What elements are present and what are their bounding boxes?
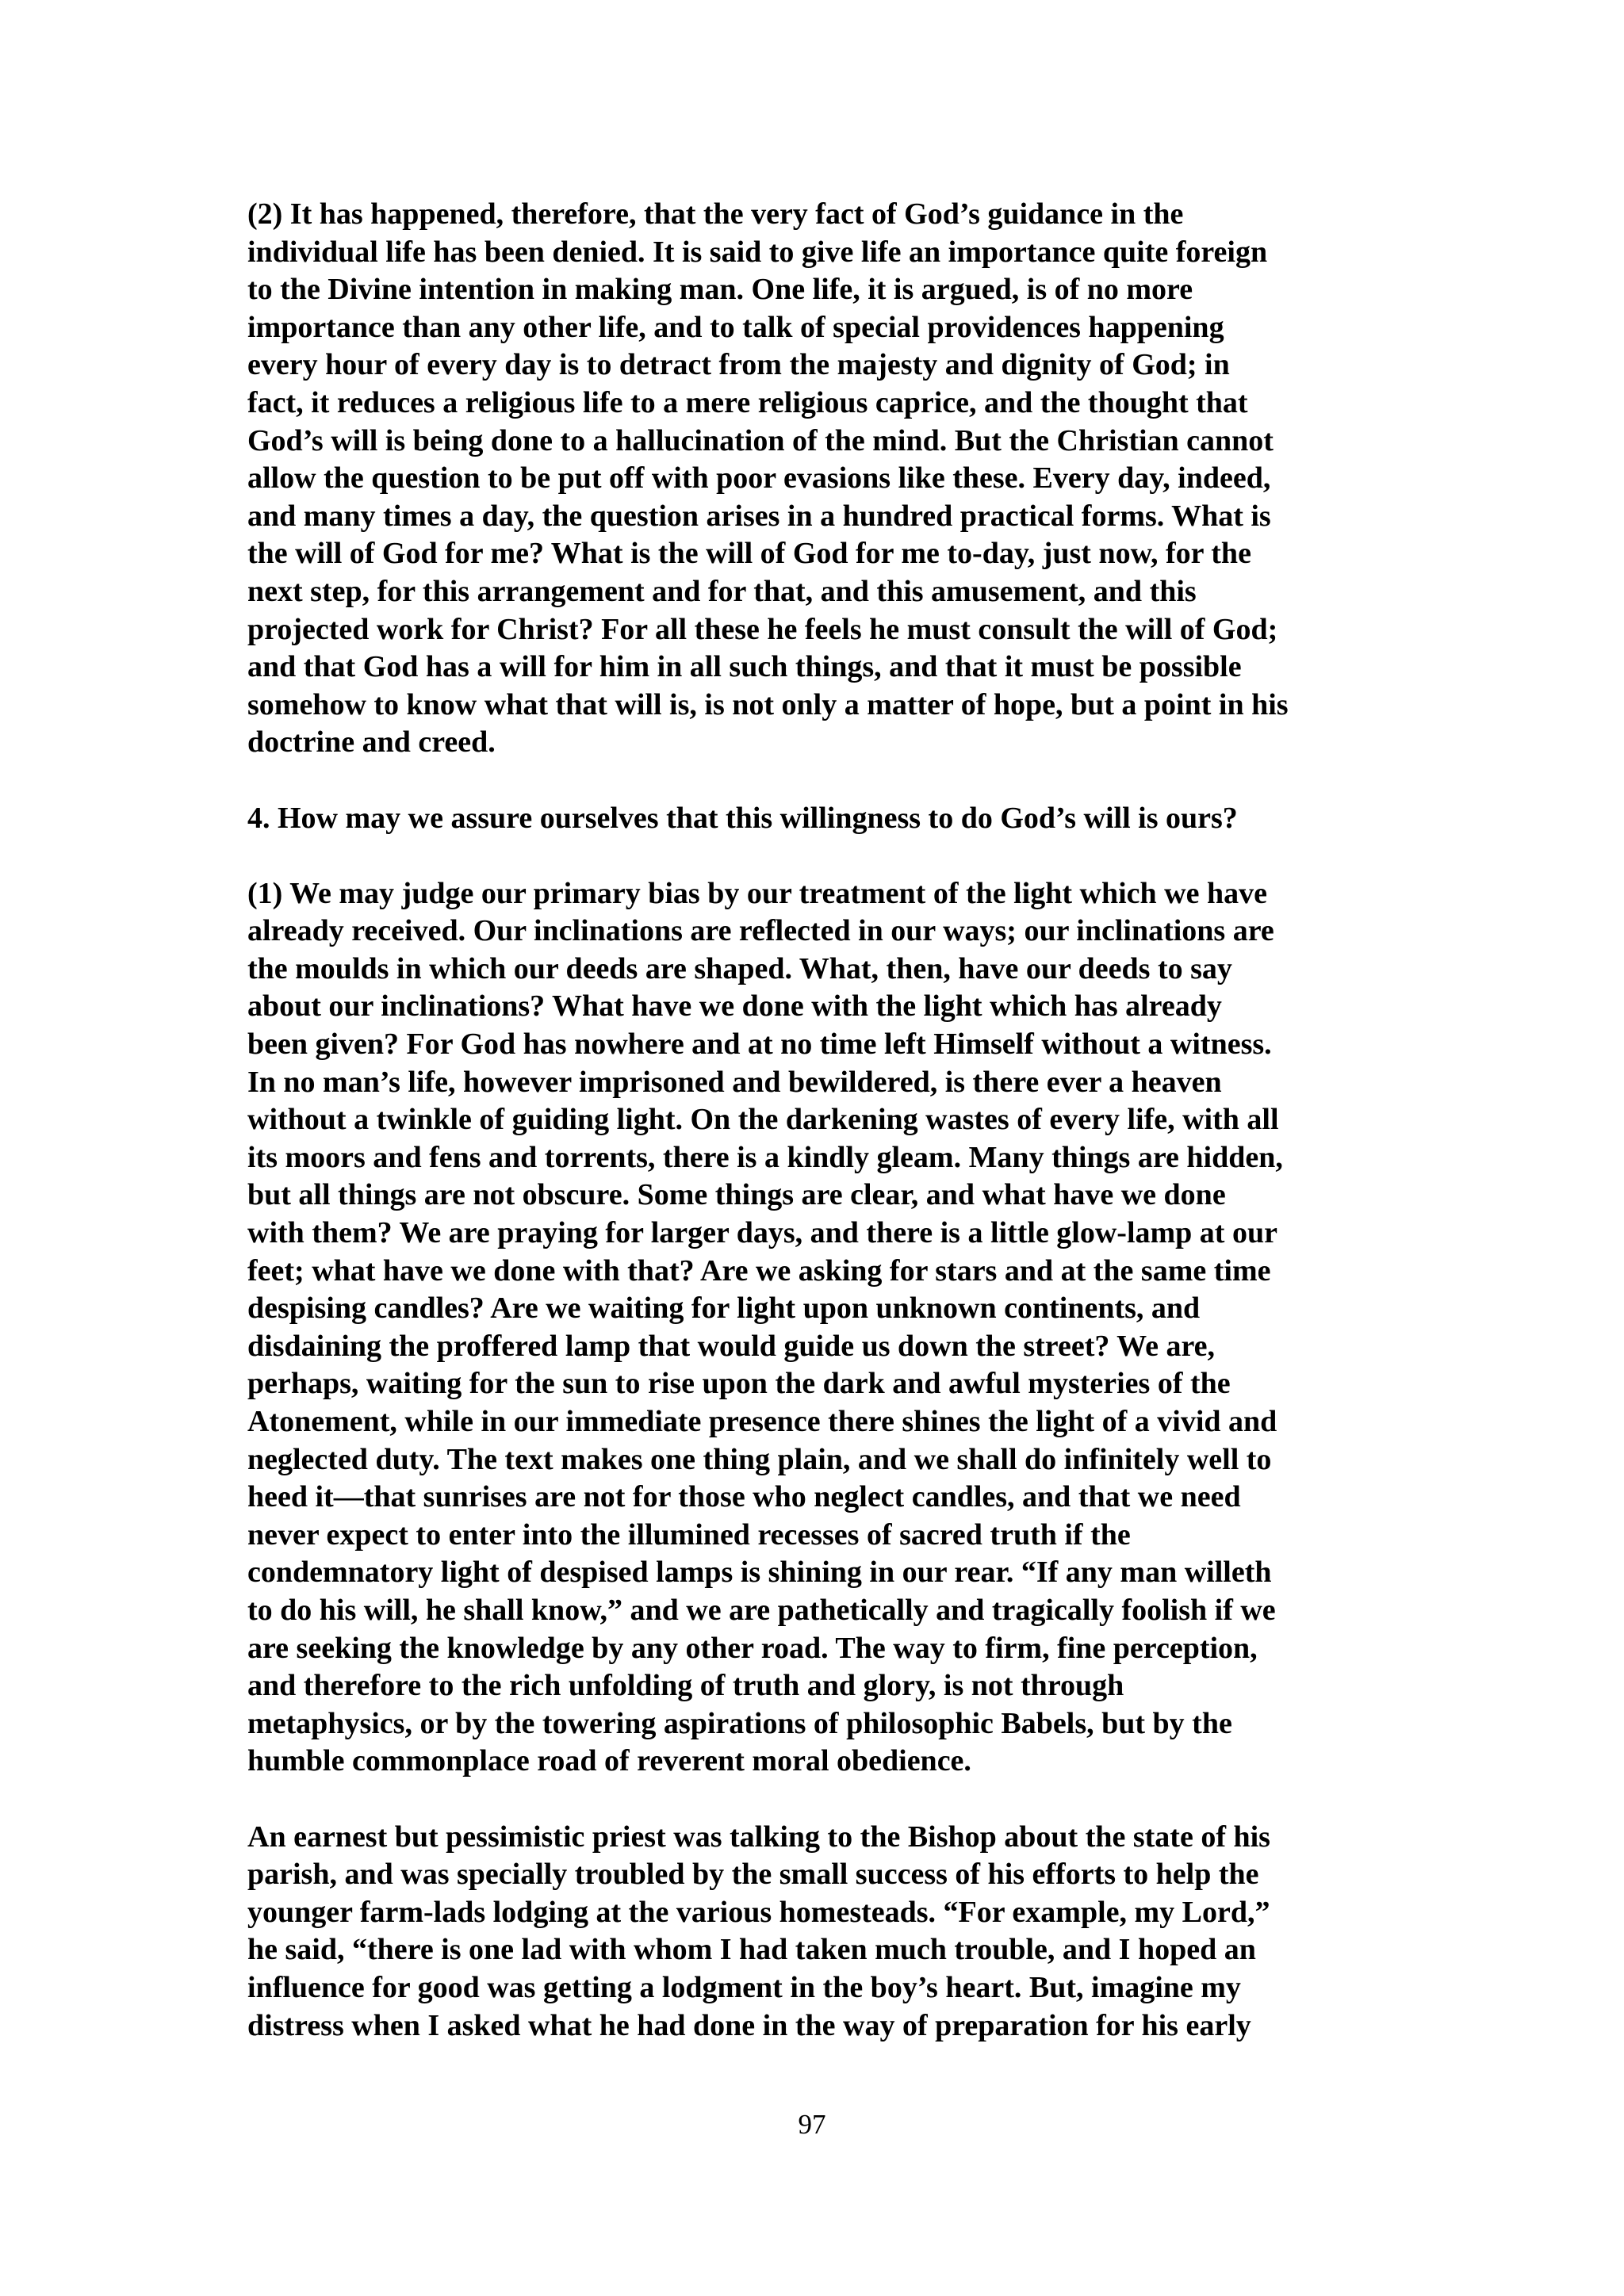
paragraph-question-4: 4. How may we assure ourselves that this willingness to do God’s will is ours? [247, 801, 1238, 835]
paragraph-providence: (2) It has happened, therefore, that the very fact of God’s guidance in the individual life has been denied. It is said to give life an importance quite foreign to the Divine intention in making man. One life, it is argued, is of no more importance than any other life, and to talk of special providences happening every hour of every day is to detract from the majesty and dignity of God; in fact, it reduces a religious life to a mere religious caprice, and the thought that God’s will is being done to a hallucination of the mind. But the Christian cannot allow the question to be put off with poor evasions like these. Every day, indeed, and many times a day, the question arises in a hundred practical forms. What is the will of God for me? What is the will of God for me to-day, just now, for the next step, for this arrangement and for that, and this amusement, and this projected work for Christ? For all these he feels he must consult the will of God; and that God has a will for him in all such things, and that it must be possible somehow to know what that will is, is not only a matter of hope, but a point in his doctrine and creed. [247, 197, 1289, 760]
body-text [247, 196, 1397, 2045]
page-number: 97 [798, 2109, 826, 2140]
paragraph-priest-anecdote: An earnest but pessimistic priest was talking to the Bishop about the state of his parish, and was specially troubled by the small success of his efforts to help the younger farm-lads lodging at the various homesteads. “For example, my Lord,” he said, “there is one lad with whom I had taken much trouble, and I hoped an influence for good was getting a lodgment in the boy’s heart. But, imagine my distress when I asked what he had done in the way of preparation for his early [247, 1820, 1270, 2042]
paragraph-primary-bias: (1) We may judge our primary bias by our treatment of the light which we have already received. Our inclinations are reflected in our ways; our inclinations are the moulds in which our deeds are shaped. What, then, have our deeds to say about our inclinations? What have we done with the light which has already been given? For God has nowhere and at no time left Himself without a witness. In no man’s life, however imprisoned and bewildered, is there ever a heaven without a twinkle of guiding light. On the darkening wastes of every life, with all its moors and fens and torrents, there is a kindly gleam. Many things are hidden, but all things are not obscure. Some things are clear, and what have we done with them? We are praying for larger days, and there is a little glow-lamp at our feet; what have we done with that? Are we asking for stars and at the same time despising candles? Are we waiting for light upon unknown continents, and disdaining the proffered lamp that would guide us down the street? We are, perhaps, waiting for the sun to rise upon the dark and awful mysteries of the Atonement, while in our immediate presence there shines the light of a vivid and neglected duty. The text makes one thing plain, and we shall do infinitely well to heed it—that sunrises are not for those who neglect candles, and that we need never expect to enter into the illumined recesses of sacred truth if the condemnatory light of despised lamps is shining in our rear. “If any man willeth to do his will, he shall know,” and we are pathetically and tragically foolish if we are seeking the knowledge by any other road. The way to firm, fine perception, and therefore to the rich unfolding of truth and glory, is not through metaphysics, or by the towering aspirations of philosophic Babels, but by the humble commonplace road of reverent moral obedience. [247, 876, 1283, 1778]
